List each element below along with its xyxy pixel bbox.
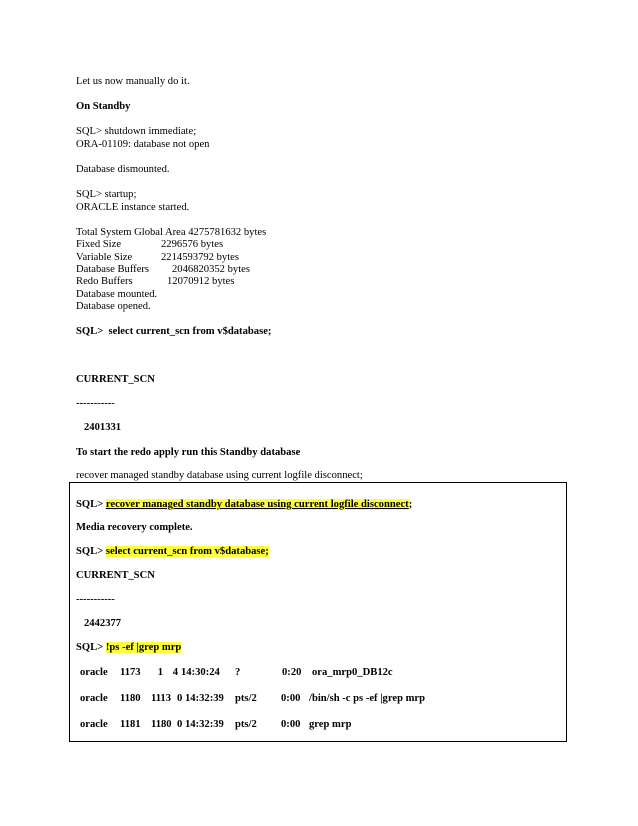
recover-command-highlight: recover managed standby database using current logfile disconnect xyxy=(105,499,409,510)
proc-time: 0:20 xyxy=(282,667,302,678)
sga-label: Redo Buffers xyxy=(76,276,133,287)
proc-tty: pts/2 xyxy=(235,719,257,730)
select-line xyxy=(76,545,269,558)
query-command: SQL> select current_scn from v$database; xyxy=(76,326,272,337)
sga-row xyxy=(76,275,234,288)
column-separator: ----------- xyxy=(76,398,115,409)
proc-pid: 1173 xyxy=(120,667,141,678)
redo-heading: To start the redo apply run this Standby database xyxy=(76,447,301,458)
dismount-message: Database dismounted. xyxy=(76,164,170,175)
proc-time: 0:00 xyxy=(281,693,301,704)
proc-c: 0 xyxy=(177,693,183,704)
scn-value: 2401331 xyxy=(84,422,122,433)
sga-value: 2296576 bytes xyxy=(161,239,224,250)
proc-c: 4 xyxy=(172,667,178,678)
sql-prompt: SQL> xyxy=(76,546,106,557)
sga-label: Database Buffers xyxy=(76,264,150,275)
proc-stime: 14:30:24 xyxy=(181,667,220,678)
process-row xyxy=(80,718,351,731)
sga-label: Variable Size xyxy=(76,252,133,263)
sql-prompt: SQL> xyxy=(76,499,106,510)
proc-stime: 14:32:39 xyxy=(185,719,224,730)
sga-value: 2214593792 bytes xyxy=(161,252,239,263)
sga-value: 12070912 bytes xyxy=(167,276,235,287)
proc-tty: ? xyxy=(235,667,241,678)
recover-command-plain: recover managed standby database using current logfile disconnect; xyxy=(76,470,363,481)
proc-user: oracle xyxy=(80,667,108,678)
proc-ppid: 1113 xyxy=(151,693,172,704)
proc-cmd: ora_mrp0_DB12c xyxy=(312,667,393,678)
startup-message: ORACLE instance started. xyxy=(76,202,190,213)
column-header: CURRENT_SCN xyxy=(76,374,155,385)
box-scn-value: 2442377 xyxy=(84,618,122,629)
startup-command: SQL> startup; xyxy=(76,189,137,200)
proc-user: oracle xyxy=(80,719,108,730)
proc-tty: pts/2 xyxy=(235,693,257,704)
mounted-message: Database mounted. xyxy=(76,289,158,300)
sga-label: Fixed Size xyxy=(76,239,122,250)
sql-prompt: SQL> xyxy=(76,642,106,653)
select-command-highlight: select current_scn from v$database; xyxy=(105,546,269,557)
sga-row xyxy=(76,238,223,251)
opened-message: Database opened. xyxy=(76,301,151,312)
proc-ppid: 1180 xyxy=(151,719,172,730)
ps-line xyxy=(76,641,181,654)
process-row xyxy=(80,692,425,705)
standby-heading: On Standby xyxy=(76,101,131,112)
process-row xyxy=(80,666,393,679)
proc-time: 0:00 xyxy=(281,719,301,730)
proc-stime: 14:32:39 xyxy=(185,693,224,704)
recovery-message: Media recovery complete. xyxy=(76,522,193,533)
shutdown-error: ORA-01109: database not open xyxy=(76,139,210,150)
proc-cmd: /bin/sh -c ps -ef |grep mrp xyxy=(309,693,426,704)
sga-value: 2046820352 bytes xyxy=(172,264,250,275)
semicolon: ; xyxy=(408,499,413,510)
box-column-separator: ----------- xyxy=(76,594,115,605)
box-column-header: CURRENT_SCN xyxy=(76,570,155,581)
proc-user: oracle xyxy=(80,693,108,704)
terminal-output-box xyxy=(69,482,567,742)
shutdown-command: SQL> shutdown immediate; xyxy=(76,126,197,137)
recover-line xyxy=(76,498,412,511)
proc-ppid: 1 xyxy=(157,667,163,678)
proc-c: 0 xyxy=(177,719,183,730)
proc-pid: 1181 xyxy=(120,719,141,730)
proc-pid: 1180 xyxy=(120,693,141,704)
sga-total: Total System Global Area 4275781632 bytes xyxy=(76,227,267,238)
intro-text: Let us now manually do it. xyxy=(76,76,190,87)
ps-command-highlight: !ps -ef |grep mrp xyxy=(105,642,182,653)
proc-cmd: grep mrp xyxy=(309,719,352,730)
